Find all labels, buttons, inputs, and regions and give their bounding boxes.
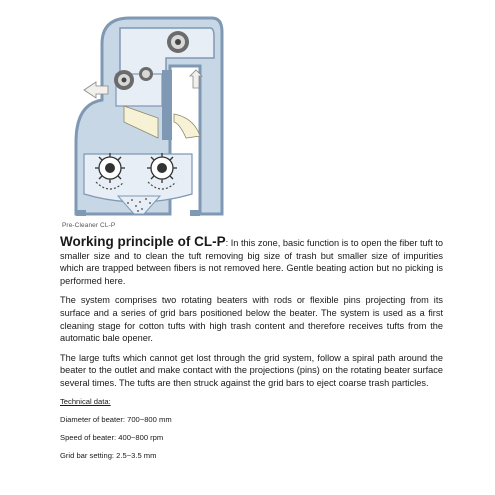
saw-beater-icon	[167, 31, 189, 53]
document-body	[60, 236, 443, 469]
spiked-beater-icon	[147, 153, 177, 183]
center-column	[162, 70, 172, 140]
figure-caption: Pre-Cleaner CL-P	[62, 222, 116, 229]
paragraph-tufts: The large tufts which cannot get lost through the grid system, follow a spiral path around the beater to the outlet and make contact with the projections (pins) on the rotating beater surface several times. The tufts are then struck against the grid bars to eject coarse trash particles.	[60, 352, 443, 388]
section-heading: Working principle of CL-P	[60, 234, 226, 249]
technical-item-diameter: Diameter of beater: 700~800 mm	[60, 414, 172, 424]
paragraph-system: The system comprises two rotating beaters with rods or flexible pins projecting from its surface and a series of grid bars positioned below the beater. The system is used as a first cleaning stage for cotton tufts with high trash content and therefore receives tufts from the automatic bale opener.	[60, 295, 443, 344]
machine-illustration	[62, 14, 232, 219]
intro-text: : In this zone, basic function is to open the fiber tuft to smaller size and to clean the tuft removing big size of trash but smaller size of impurities which are trapped between fibers is not removed here. Gentle beating action but no picking is performed here.	[60, 238, 443, 286]
technical-data-title: Technical data:	[60, 396, 111, 406]
saw-beater-icon	[114, 70, 134, 90]
saw-beater-icon	[139, 67, 153, 81]
technical-item-speed: Speed of beater: 400~800 rpm	[60, 432, 164, 442]
spiked-beater-icon	[95, 153, 125, 183]
intro-paragraph	[60, 236, 443, 287]
technical-item-grid: Grid bar setting: 2.5~3.5 mm	[60, 450, 157, 460]
